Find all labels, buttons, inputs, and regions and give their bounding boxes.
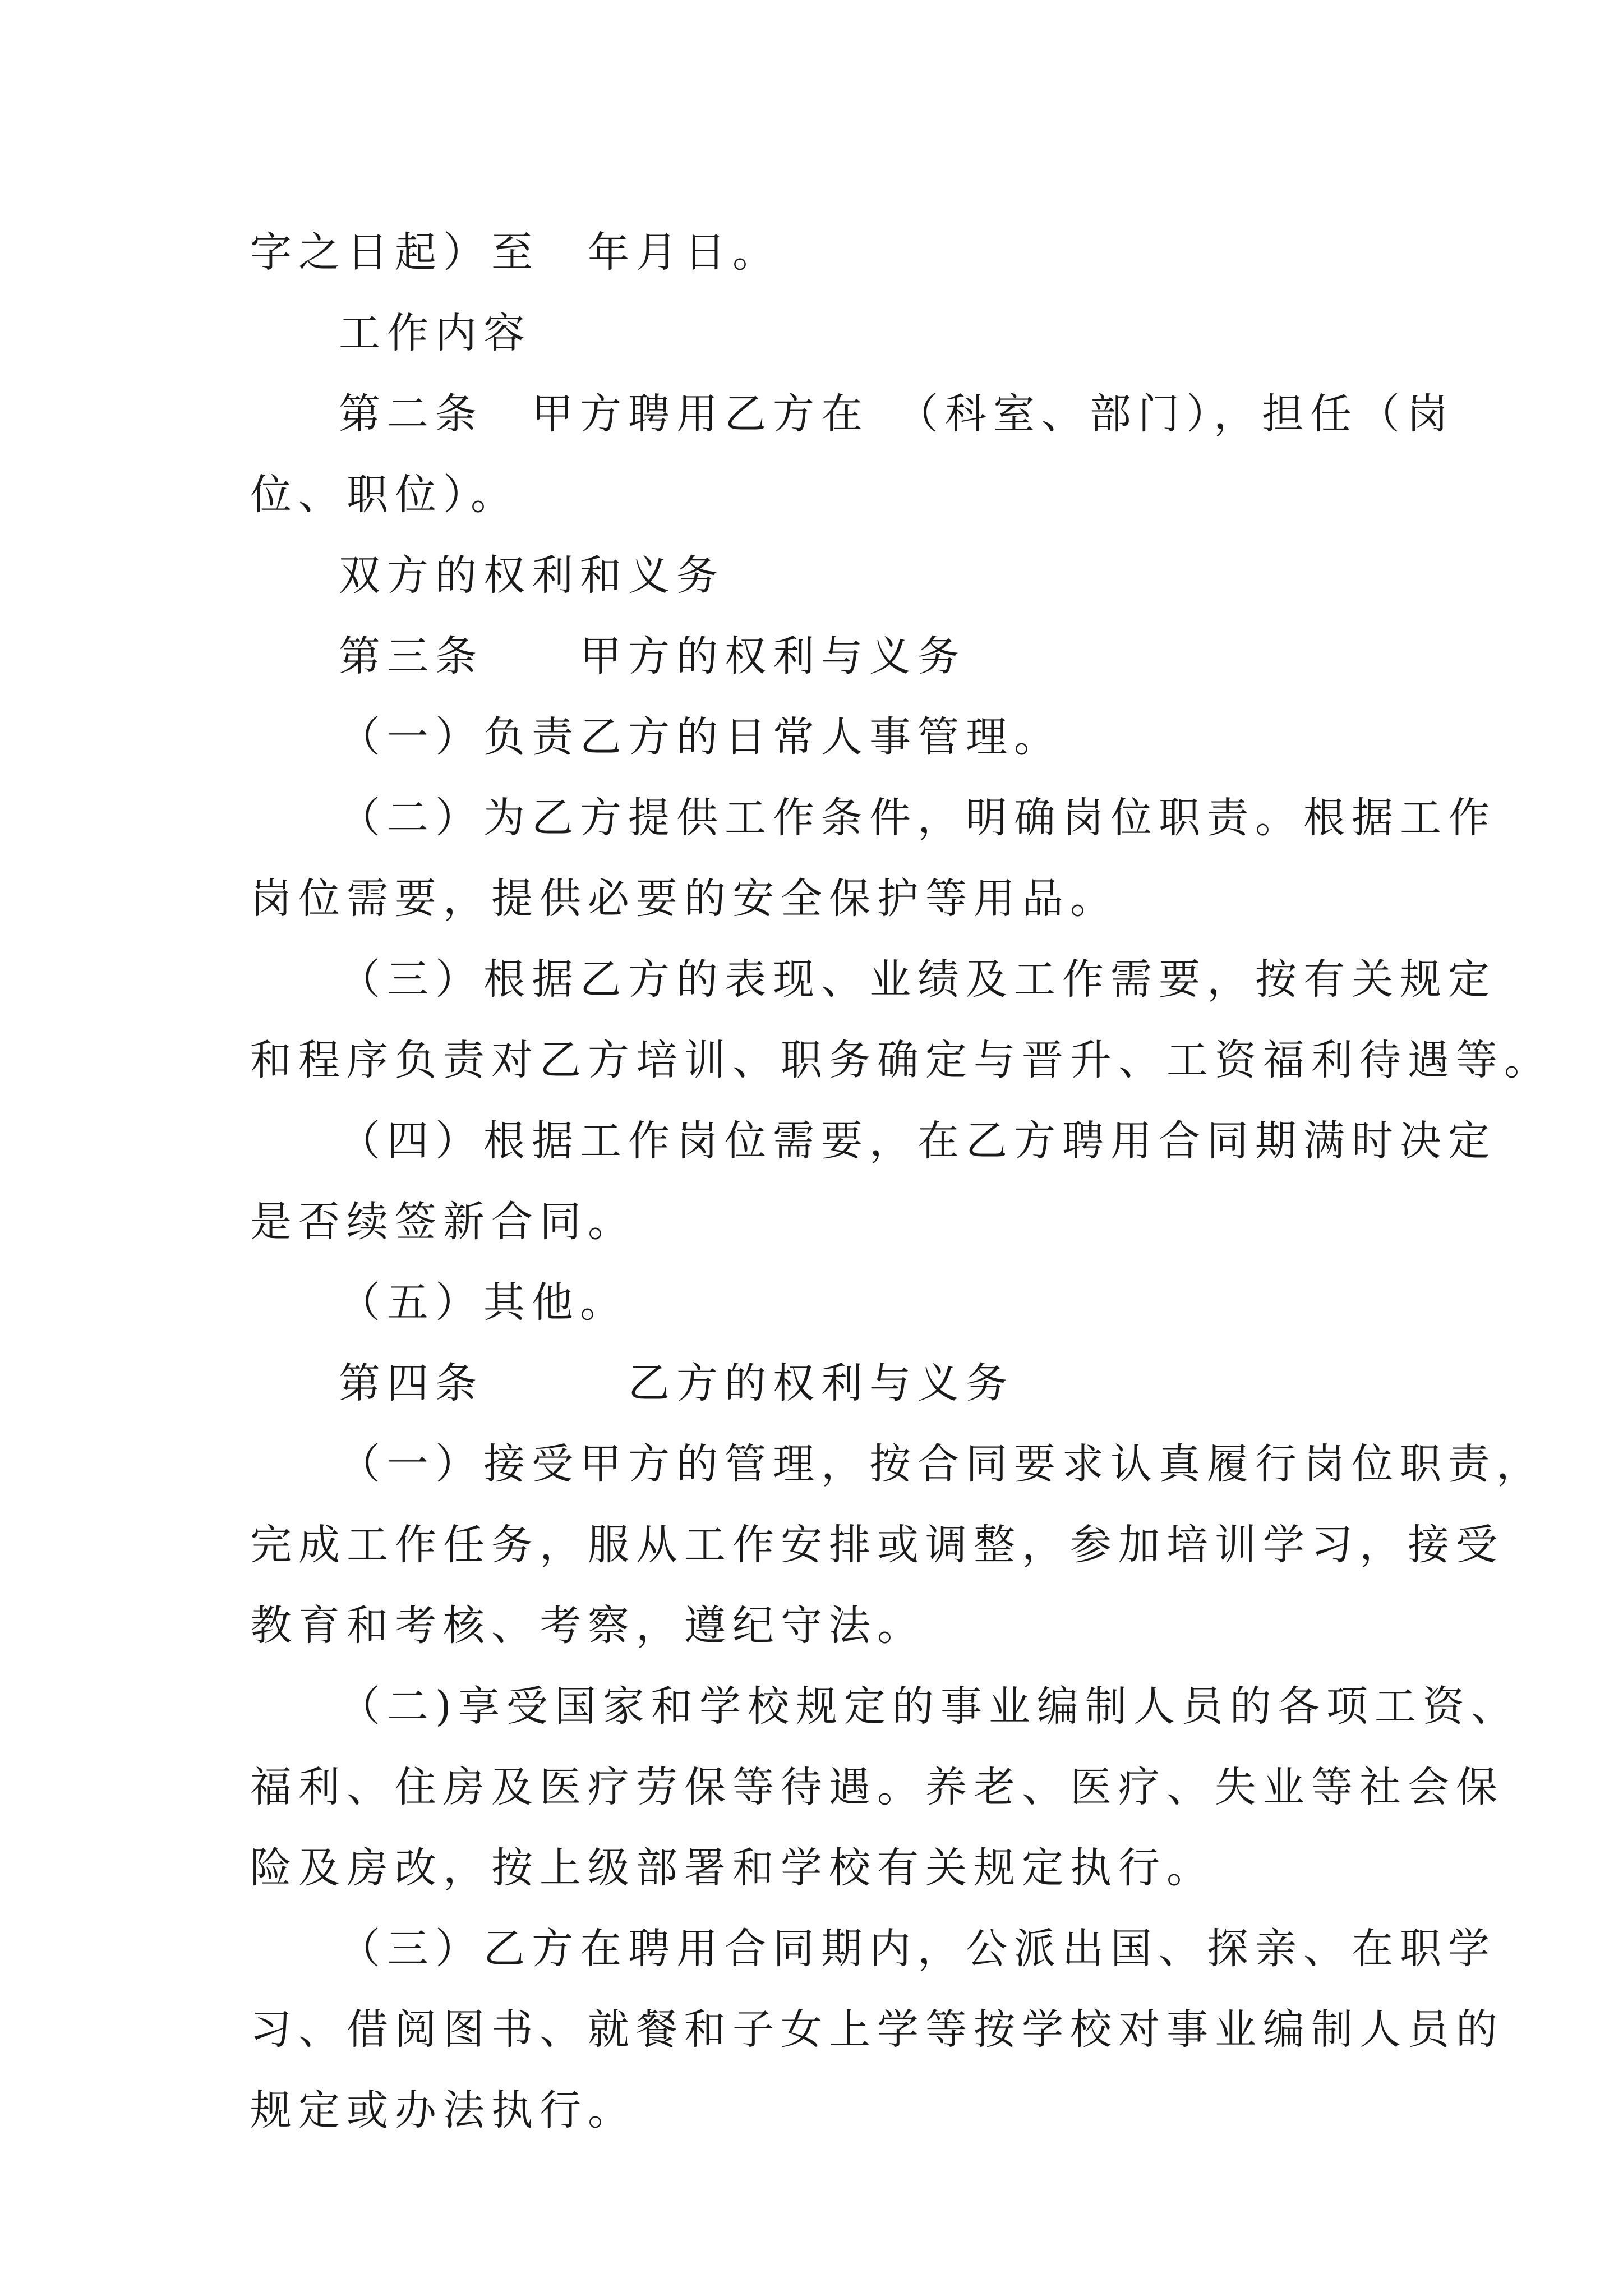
- article-line: 第二条 甲方聘用乙方在 （科室、部门），担任（岗: [339, 390, 1455, 438]
- text-line: 险及房改，按上级部署和学校有关规定执行。: [250, 1844, 1215, 1892]
- clause-line: （一）接受甲方的管理，按合同要求认真履行岗位职责，: [339, 1440, 1544, 1488]
- section-heading: 工作内容: [339, 309, 532, 357]
- text-line: 岗位需要，提供必要的安全保护等用品。: [250, 875, 1118, 923]
- text-line: 和程序负责对乙方培训、职务确定与晋升、工资福利待遇等。: [250, 1036, 1552, 1084]
- clause-line: （三）乙方在聘用合同期内，公派出国、探亲、在职学: [339, 1925, 1496, 1973]
- text-line: 习、借阅图书、就餐和子女上学等按学校对事业编制人员的: [250, 2005, 1504, 2054]
- text-line: 字之日起）至 年月日。: [250, 228, 781, 277]
- clause-line: （二)享受国家和学校规定的事业编制人员的各项工资、: [339, 1682, 1519, 1731]
- text-line: 是否续签新合同。: [250, 1198, 636, 1246]
- text-line: 教育和考核、考察，遵纪守法。: [250, 1602, 925, 1650]
- clause-line: （三）根据乙方的表现、业绩及工作需要，按有关规定: [339, 955, 1496, 1004]
- clause-line: （五）其他。: [339, 1278, 628, 1327]
- clause-line: （二）为乙方提供工作条件，明确岗位职责。根据工作: [339, 794, 1496, 842]
- document-body: [250, 212, 1552, 2151]
- text-line: 福利、住房及医疗劳保等待遇。养老、医疗、失业等社会保: [250, 1763, 1504, 1811]
- text-line: 完成工作任务，服从工作安排或调整，参加培训学习，接受: [250, 1521, 1504, 1569]
- clause-line: （四）根据工作岗位需要，在乙方聘用合同期满时决定: [339, 1117, 1496, 1165]
- text-line: 规定或办法执行。: [250, 2086, 636, 2134]
- article-line: 第三条 甲方的权利与义务: [339, 632, 966, 680]
- section-heading: 双方的权利和义务: [339, 551, 725, 600]
- text-line: 位、职位）。: [250, 471, 519, 519]
- clause-line: （一）负责乙方的日常人事管理。: [339, 713, 1062, 761]
- article-line: 第四条 乙方的权利与义务: [339, 1359, 1014, 1407]
